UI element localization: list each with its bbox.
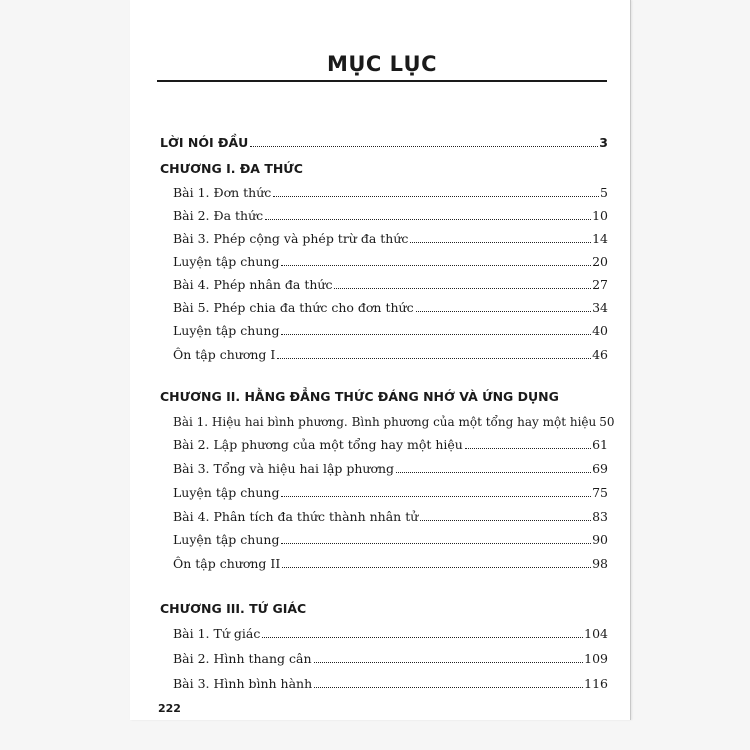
toc-page: 98: [592, 556, 608, 571]
toc-page: 50: [599, 415, 615, 429]
toc-page: 83: [592, 509, 608, 524]
toc-page: 116: [584, 676, 608, 691]
toc-page: 20: [592, 254, 608, 269]
toc-page: 40: [592, 323, 608, 338]
toc-label: CHƯƠNG I. ĐA THỨC: [160, 161, 303, 176]
toc-entry: [173, 272, 608, 292]
toc-entry: [173, 527, 608, 547]
toc-chapter-2: [160, 384, 608, 404]
toc-leader: [281, 543, 591, 544]
toc-leader: [281, 265, 591, 266]
toc-page: 34: [592, 300, 608, 315]
toc-leader: [396, 472, 591, 473]
title-underline: [157, 80, 607, 82]
toc-label: Ôn tập chương II: [173, 556, 281, 571]
toc-label: Bài 4. Phân tích đa thức thành nhân tử: [173, 509, 419, 524]
page-title: MỤC LỤC: [326, 52, 438, 76]
toc-entry: [173, 671, 608, 691]
toc-label: CHƯƠNG III. TỨ GIÁC: [160, 601, 307, 616]
toc-leader: [416, 311, 592, 312]
toc-label: Bài 1. Đơn thức: [173, 185, 272, 200]
toc-leader: [282, 567, 591, 568]
toc-leader: [250, 146, 598, 147]
toc-leader: [277, 358, 591, 359]
toc-label: CHƯƠNG II. HẰNG ĐẲNG THỨC ĐÁNG NHỚ VÀ ỨNG DỤNG: [160, 389, 559, 404]
toc-entry-preface: [160, 130, 608, 150]
toc-leader: [281, 334, 591, 335]
toc-chapter-1: [160, 156, 608, 176]
toc-label: Ôn tập chương I: [173, 347, 276, 362]
toc-entry: [173, 342, 608, 362]
toc-entry: [173, 318, 608, 338]
toc-entry: [173, 432, 608, 452]
toc-leader: [273, 196, 599, 197]
toc-label: Bài 2. Đa thức: [173, 208, 264, 223]
toc-label: Bài 3. Phép cộng và phép trừ đa thức: [173, 231, 409, 246]
toc-label: Bài 1. Tứ giác: [173, 626, 261, 641]
toc-label: Luyện tập chung: [173, 485, 280, 500]
toc-entry: [173, 551, 608, 571]
toc-label: Luyện tập chung: [173, 532, 280, 547]
toc-leader: [420, 520, 591, 521]
toc-page: 90: [592, 532, 608, 547]
toc-page: 75: [592, 485, 608, 500]
toc-leader: [314, 687, 583, 688]
toc-label: Luyện tập chung: [173, 254, 280, 269]
toc-page: 109: [584, 651, 608, 666]
page-number: 222: [158, 702, 181, 715]
toc-entry: [173, 456, 608, 476]
toc-entry: [173, 226, 608, 246]
toc-page: 3: [599, 135, 608, 150]
toc-entry: [173, 646, 608, 666]
toc-label: Luyện tập chung: [173, 323, 280, 338]
toc-entry: [173, 480, 608, 500]
toc-leader: [265, 219, 591, 220]
toc-page: 5: [600, 185, 608, 200]
toc-leader: [465, 448, 591, 449]
toc-label: Bài 3. Tổng và hiệu hai lập phương: [173, 461, 395, 476]
toc-entry: [173, 249, 608, 269]
toc-leader: [281, 496, 591, 497]
toc-page: 27: [592, 277, 608, 292]
toc-label: LỜI NÓI ĐẦU: [160, 135, 249, 150]
toc-page: 14: [592, 231, 608, 246]
toc-leader: [262, 637, 583, 638]
toc-label: Bài 4. Phép nhân đa thức: [173, 277, 333, 292]
toc-label: Bài 2. Hình thang cân: [173, 651, 312, 666]
toc-page: 61: [592, 437, 608, 452]
toc-leader: [314, 662, 584, 663]
toc-leader: [334, 288, 591, 289]
toc-page: 104: [584, 626, 608, 641]
toc-entry: [173, 180, 608, 200]
toc-page: 10: [592, 208, 608, 223]
toc-leader: [410, 242, 591, 243]
toc-chapter-3: [160, 596, 608, 616]
toc-entry: [173, 504, 608, 524]
toc-label: Bài 5. Phép chia đa thức cho đơn thức: [173, 300, 414, 315]
toc-page: 69: [592, 461, 608, 476]
toc-entry: [173, 409, 615, 429]
toc-label: Bài 1. Hiệu hai bình phương. Bình phương của một tổng hay một hiệu: [173, 415, 597, 429]
toc-label: Bài 3. Hình bình hành: [173, 676, 313, 691]
toc-entry: [173, 295, 608, 315]
toc-page: 46: [592, 347, 608, 362]
toc-entry: [173, 203, 608, 223]
toc-label: Bài 2. Lập phương của một tổng hay một hiệu: [173, 437, 463, 452]
toc-entry: [173, 621, 608, 641]
